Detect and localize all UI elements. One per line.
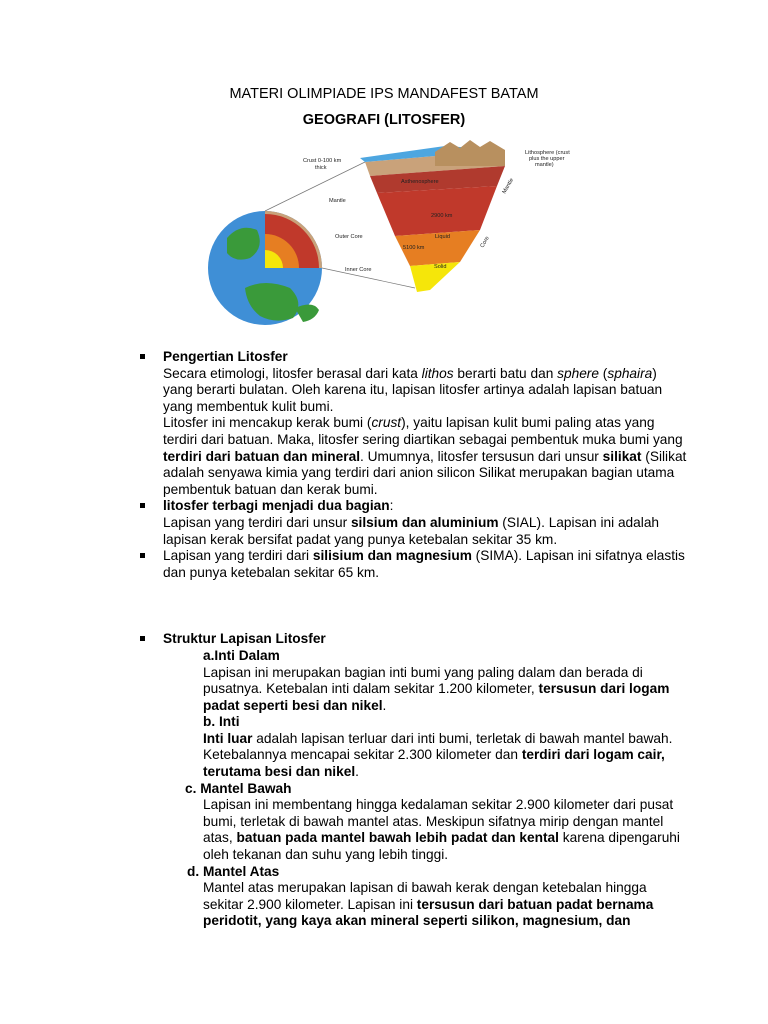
- bullet-marker: [140, 553, 145, 558]
- label-lithosphere: Lithosphere (crust: [525, 150, 570, 156]
- subsection-mantel-atas: [163, 864, 688, 930]
- subsection-inti-dalam: [163, 648, 688, 714]
- paragraph: Inti luar adalah lapisan terluar dari inti bumi, terletak di bawah mantel bawah. Ketebalannya mencapai sekitar 2.300 kilometer dan terdiri dari logam cair, terutama besi dan nikel.: [203, 730, 673, 780]
- label-mantle: Mantle: [329, 198, 346, 204]
- earth-layers-svg: [205, 138, 581, 336]
- bullet-marker: [140, 636, 145, 641]
- section-sima: [0, 548, 768, 581]
- paragraph: Litosfer ini mencakup kerak bumi (crust), yaitu lapisan kulit bumi paling atas yang terdiri dari batuan. Maka, litosfer sering diartikan sebagai pembentuk muka bumi yang terdiri dari batuan dan mineral. Umumnya, litosfer tersusun dari unsur silikat (Silikat adalah senyawa kimia yang terdiri dari anion silicon Silikat merupakan bagian utama pembentuk batuan dan kerak bumi.: [163, 415, 687, 497]
- bullet-marker: [140, 354, 145, 359]
- subsection-heading: a.Inti Dalam: [203, 647, 280, 663]
- paragraph: Secara etimologi, litosfer berasal dari kata lithos berarti batu dan sphere (sphaira) yang berarti bulatan. Oleh karena itu, lapisan litosfer artinya adalah lapisan batuan yang membentuk kulit bumi.: [163, 365, 663, 414]
- subsection-heading: d. Mantel Atas: [187, 863, 280, 879]
- block-mantle: [377, 186, 497, 236]
- label-lithosphere-3: mantle): [535, 162, 554, 168]
- globe-land: [295, 304, 319, 322]
- label-thick: thick: [315, 165, 327, 171]
- section-heading: Struktur Lapisan Litosfer: [163, 631, 326, 647]
- section-pengertian: [0, 349, 768, 498]
- label-outer-core: Outer Core: [335, 234, 363, 240]
- paragraph: Lapisan yang terdiri dari unsur silsium dan aluminium (SIAL). Lapisan ini adalah lapisan kerak bersifat padat yang punya ketebalan sekitar 35 km.: [163, 514, 660, 547]
- subsection-heading: b. Inti: [203, 714, 240, 730]
- label-liquid: Liquid: [435, 234, 450, 240]
- label-depth-5100: 5100 km: [403, 245, 425, 251]
- paragraph: Mantel atas merupakan lapisan di bawah kerak dengan ketebalan hingga sekitar 2.900 kilometer. Lapisan ini tersusun dari batuan padat bernama peridotit, yang kaya akan mineral seperti silikon, magnesium, dan: [203, 880, 654, 929]
- label-crust: Crust 0-100 km: [303, 158, 342, 164]
- label-solid: Solid: [434, 264, 447, 270]
- spacer: [0, 581, 768, 631]
- label-depth-2900: 2900 km: [431, 213, 453, 219]
- earth-layers-diagram: [205, 138, 581, 336]
- section-heading: litosfer terbagi menjadi dua bagian:: [163, 498, 394, 514]
- paragraph: Lapisan ini membentang hingga kedalaman sekitar 2.900 kilometer dari pusat bumi, terletak di bawah mantel atas. Meskipun sifatnya mirip dengan mantel atas, batuan pada mantel bawah lebih padat dan kental karena dipengaruhi oleh tekanan dan suhu yang lebih tinggi.: [203, 797, 680, 863]
- subsection-mantel-bawah: [163, 781, 688, 864]
- subsection-inti-luar: [163, 714, 688, 780]
- page-subtitle: GEOGRAFI (LITOSFER): [302, 112, 466, 128]
- section-heading: Pengertian Litosfer: [163, 349, 288, 364]
- label-lithosphere-2: plus the upper: [529, 156, 565, 162]
- document-body: [0, 349, 768, 930]
- bullet-marker: [140, 503, 145, 508]
- block-mountains: [435, 140, 505, 166]
- section-dua-bagian: [0, 498, 768, 548]
- subsection-heading: c. Mantel Bawah: [185, 780, 292, 796]
- section-struktur: [0, 631, 768, 930]
- label-core-side: Core: [479, 235, 491, 249]
- paragraph: Lapisan yang terdiri dari silisium dan magnesium (SIMA). Lapisan ini sifatnya elastis dan punya ketebalan sekitar 65 km.: [163, 548, 685, 580]
- page-title: MATERI OLIMPIADE IPS MANDAFEST BATAM: [229, 86, 539, 102]
- label-mantle-side: Mantle: [501, 177, 516, 195]
- label-inner-core: Inner Core: [345, 267, 372, 273]
- paragraph: Lapisan ini merupakan bagian inti bumi yang paling dalam dan berada di pusatnya. Ketebalan inti dalam sekitar 1.200 kilometer, tersusun dari logam padat seperti besi dan nikel.: [203, 664, 670, 713]
- label-asthenosphere: Asthenosphere: [401, 179, 439, 185]
